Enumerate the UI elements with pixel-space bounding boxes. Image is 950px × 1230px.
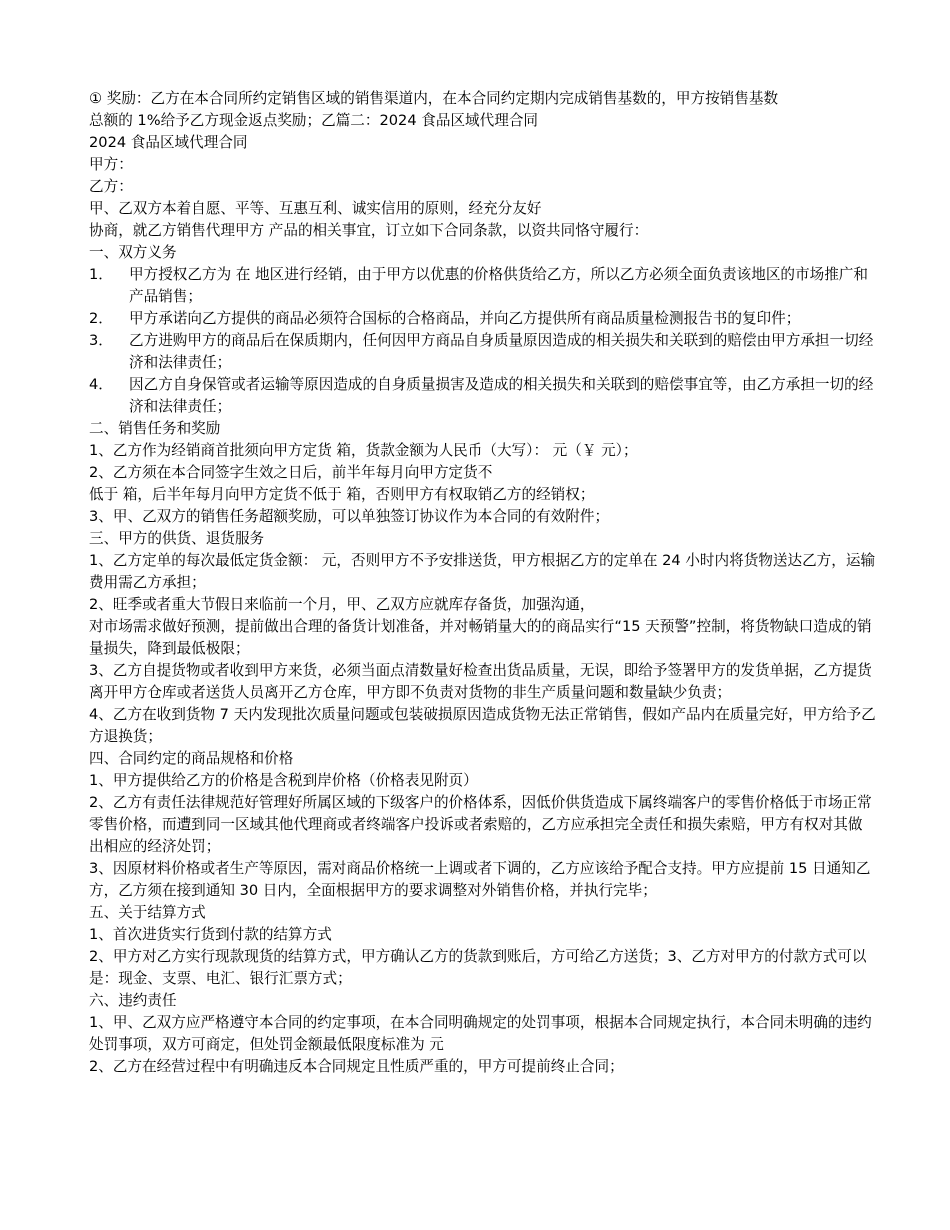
text-line: 总额的 1%给予乙方现金返点奖励；乙篇二：2024 食品区域代理合同: [89, 112, 539, 129]
clause-number: 4．: [89, 376, 113, 393]
text-line: 低于 箱，后半年每月向甲方定货不低于 箱，否则甲方有权取销乙方的经销权；: [89, 486, 595, 503]
clause-number: 1．: [89, 266, 113, 283]
text-line: 二、销售任务和奖励: [89, 420, 221, 437]
clause-number: 2．: [89, 310, 113, 327]
paragraph: 3、因原材料价格或者生产等原因，需对商品价格统一上调或者下调的，乙方应该给予配合支持。甲方应提前 15 日通知乙方，乙方须在接到通知 30 日内，全面根据甲方的要求调整对外销售价格，并执行完毕；: [89, 860, 871, 899]
text-line: 协商，就乙方销售代理甲方 产品的相关事宜，订立如下合同条款，以资共同恪守履行：: [89, 222, 649, 239]
text-line: ① 奖励：乙方在本合同所约定销售区域的销售渠道内，在本合同约定期内完成销售基数的，甲方按销售基数: [89, 90, 779, 107]
text-line: 3、甲、乙双方的销售任务超额奖励，可以单独签订协议作为本合同的有效附件；: [89, 508, 610, 525]
clause-text: 甲方承诺向乙方提供的商品必须符合国标的合格商品，并向乙方提供所有商品质量检测报告书的复印件；: [129, 310, 801, 327]
text-line: 五、关于结算方式: [89, 904, 206, 921]
numbered-clause: [89, 264, 876, 308]
paragraph: 2、乙方有责任法律规范好管理好所属区域的下级客户的价格体系，因低价供货造成下属终端客户的零售价格低于市场正常零售价格，而遭到同一区域其他代理商或者终端客户投诉或者索赔的，乙方应承担完全责任和损失索赔，甲方有权对其做出相应的经济处罚；: [89, 794, 872, 855]
numbered-clause: [89, 330, 876, 374]
text-line: 2024 食品区域代理合同: [89, 134, 248, 151]
text-line: 1、乙方作为经销商首批须向甲方定货 箱，货款金额为人民币（大写）： 元（￥ 元）；: [89, 442, 638, 459]
text-line: 乙方：: [89, 178, 133, 195]
text-line: 一、双方义务: [89, 244, 177, 261]
text-line: 六、违约责任: [89, 992, 177, 1009]
text-line: 1、首次进货实行货到付款的结算方式: [89, 926, 332, 943]
text-line: 2、乙方须在本合同签字生效之日后，前半年每月向甲方定货不: [89, 464, 493, 481]
clause-number: 3．: [89, 332, 113, 349]
paragraph: 2、甲方对乙方实行现款现货的结算方式，甲方确认乙方的货款到账后，方可给乙方送货；3、乙方对甲方的付款方式可以是：现金、支票、电汇、银行汇票方式；: [89, 948, 867, 987]
clause-text: 甲方授权乙方为 在 地区进行经销，由于甲方以优惠的价格供货给乙方，所以乙方必须全面负责该地区的市场推广和产品销售；: [129, 266, 868, 305]
paragraph: 1、乙方定单的每次最低定货金额： 元，否则甲方不予安排送货，甲方根据乙方的定单在 24 小时内将货物送达乙方，运输费用需乙方承担；: [89, 552, 876, 591]
text-line: 1、甲方提供给乙方的价格是含税到岸价格（价格表见附页）: [89, 772, 478, 789]
numbered-clause: [89, 308, 876, 330]
paragraph: 对市场需求做好预测，提前做出合理的备货计划准备，并对畅销量大的的商品实行“15 天预警”控制，将货物缺口造成的销量损失，降到最低极限；: [89, 618, 872, 657]
text-line: 2、乙方在经营过程中有明确违反本合同规定且性质严重的，甲方可提前终止合同；: [89, 1058, 624, 1075]
paragraph: 3、乙方自提货物或者收到甲方来货，必须当面点清数量好检查出货品质量，无误，即给予签署甲方的发货单据，乙方提货离开甲方仓库或者送货人员离开乙方仓库，甲方即不负责对货物的非生产质量问题和数量缺少负责；: [89, 662, 872, 701]
paragraph: 4、乙方在收到货物 7 天内发现批次质量问题或包装破损原因造成货物无法正常销售，假如产品内在质量完好，甲方给予乙方退换货；: [89, 706, 876, 745]
paragraph: 1、甲、乙双方应严格遵守本合同的约定事项，在本合同明确规定的处罚事项，根据本合同规定执行，本合同未明确的违约处罚事项，双方可商定，但处罚金额最低限度标准为 元: [89, 1014, 872, 1053]
text-line: 三、甲方的供货、退货服务: [89, 530, 265, 547]
numbered-clause: [89, 374, 876, 418]
clause-text: 因乙方自身保管或者运输等原因造成的自身质量损害及造成的相关损失和关联到的赔偿事宜等，由乙方承担一切的经济和法律责任；: [129, 376, 874, 415]
text-line: 四、合同约定的商品规格和价格: [89, 750, 294, 767]
text-line: 2、旺季或者重大节假日来临前一个月，甲、乙双方应就库存备货，加强沟通，: [89, 596, 595, 613]
clause-text: 乙方进购甲方的商品后在保质期内，任何因甲方商品自身质量原因造成的相关损失和关联到的赔偿由甲方承担一切经济和法律责任；: [129, 332, 874, 371]
text-line: 甲方：: [89, 156, 133, 173]
text-line: 甲、乙双方本着自愿、平等、互惠互利、诚实信用的原则，经充分友好: [89, 200, 542, 217]
